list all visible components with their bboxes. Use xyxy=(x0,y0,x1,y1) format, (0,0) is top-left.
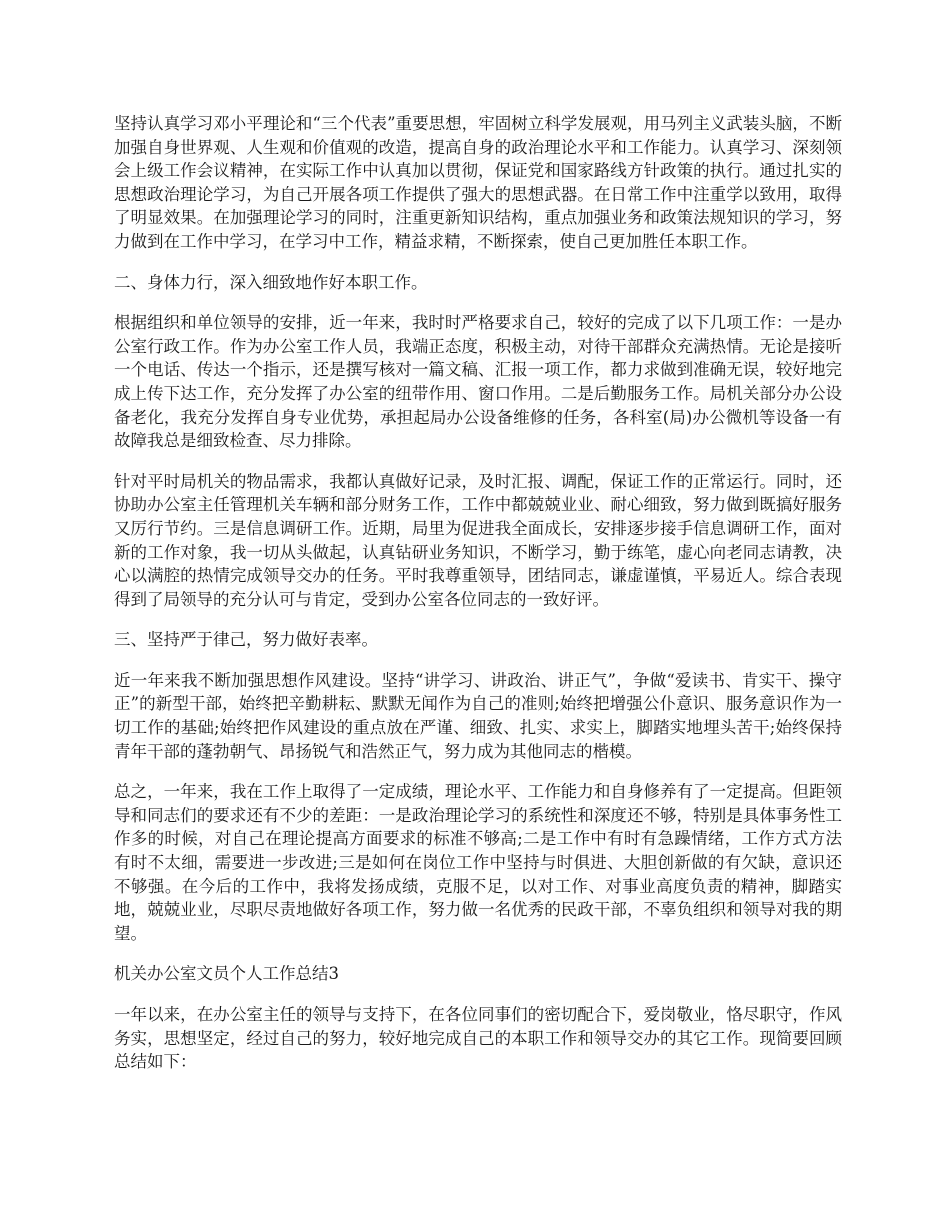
section-heading-three: 三、坚持严于律己，努力做好表率。 xyxy=(114,630,378,650)
paragraph-conclusion: 总之，一年来，我在工作上取得了一定成绩，理论水平、工作能力和自身修养有了一定提高。但距领导和同志们的要求还有不少的差距：一是政治理论学习的系统性和深度还不够，特别是具体事务性工作多的时候，对自己在理论提高方面要求的标准不够高;二是工作中有时有急躁情绪，工作方式方法有时不太细，需要进一步改进;三是如何在岗位工作中坚持与时俱进、大胆创新做的有欠缺，意识还不够强。在今后的工作中，我将发扬成绩，克服不足，以对工作、对事业高度负责的精神，脚踏实地，兢兢业业，尽职尽责地做好各项工作，努力做一名优秀的民政干部，不辜负组织和领导对我的期望。 xyxy=(114,782,842,943)
paragraph-office-work: 根据组织和单位领导的安排，近一年来，我时时严格要求自己，较好的完成了以下几项工作：一是办公室行政工作。作为办公室工作人员，我端正态度，积极主动，对待干部群众充满热情。无论是接听一个电话、传达一个指示，还是撰写核对一篇文稿、汇报一项工作，都力求做到准确无误，较好地完成上传下达工作，充分发挥了办公室的纽带作用、窗口作用。二是后勤服务工作。局机关部分办公设备老化，我充分发挥自身专业优势，承担起局办公设备维修的任务，各科室(局)办公微机等设备一有故障我总是细致检查、尽力排除。 xyxy=(114,313,842,451)
paragraph-intro-summary: 一年以来，在办公室主任的领导与支持下，在各位同事们的密切配合下，爱岗敬业，恪尽职守，作风务实，思想坚定，经过自己的努力，较好地完成自己的本职工作和领导交办的其它工作。现简要回顾总结如下： xyxy=(114,1005,842,1072)
paragraph-supplies-research: 针对平时局机关的物品需求，我都认真做好记录，及时汇报、调配，保证工作的正常运行。同时，还协助办公室主任管理机关车辆和部分财务工作，工作中都兢兢业业、耐心细致，努力做到既搞好服务又厉行节约。三是信息调研工作。近期，局里为促进我全面成长，安排逐步接手信息调研工作，面对新的工作对象，我一切从头做起，认真钻研业务知识，不断学习，勤于练笔，虚心向老同志请教，决心以满腔的热情完成领导交办的任务。平时我尊重领导，团结同志，谦虚谨慎，平易近人。综合表现得到了局领导的充分认可与肯定，受到办公室各位同志的一致好评。 xyxy=(114,471,842,609)
document-subtitle: 机关办公室文员个人工作总结3 xyxy=(114,964,339,984)
paragraph-study-theory: 坚持认真学习邓小平理论和“三个代表”重要思想，牢固树立科学发展观，用马列主义武装头脑，不断加强自身世界观、人生观和价值观的改造，提高自身的政治理论水平和工作能力。认真学习、深刻领会上级工作会议精神，在实际工作中认真加以贯彻，保证党和国家路线方针政策的执行。通过扎实的思想政治理论学习，为自己开展各项工作提供了强大的思想武器。在日常工作中注重学以致用，取得了明显效果。在加强理论学习的同时，注重更新知识结构，重点加强业务和政策法规知识的学习，努力做到在工作中学习，在学习中工作，精益求精，不断探索，使自己更加胜任本职工作。 xyxy=(114,114,842,251)
paragraph-work-style: 近一年来我不断加强思想作风建设。坚持“讲学习、讲政治、讲正气”，争做“爱读书、肯实干、操守正”的新型干部，始终把辛勤耕耘、默默无闻作为自己的准则;始终把增强公仆意识、服务意识作为一切工作的基础;始终把作风建设的重点放在严谨、细致、扎实、求实上，脚踏实地埋头苦干;始终保持青年干部的蓬勃朝气、昂扬锐气和浩然正气，努力成为其他同志的楷模。 xyxy=(114,670,842,761)
document-body xyxy=(114,112,842,1091)
section-heading-two: 二、身体力行，深入细致地作好本职工作。 xyxy=(114,272,428,292)
